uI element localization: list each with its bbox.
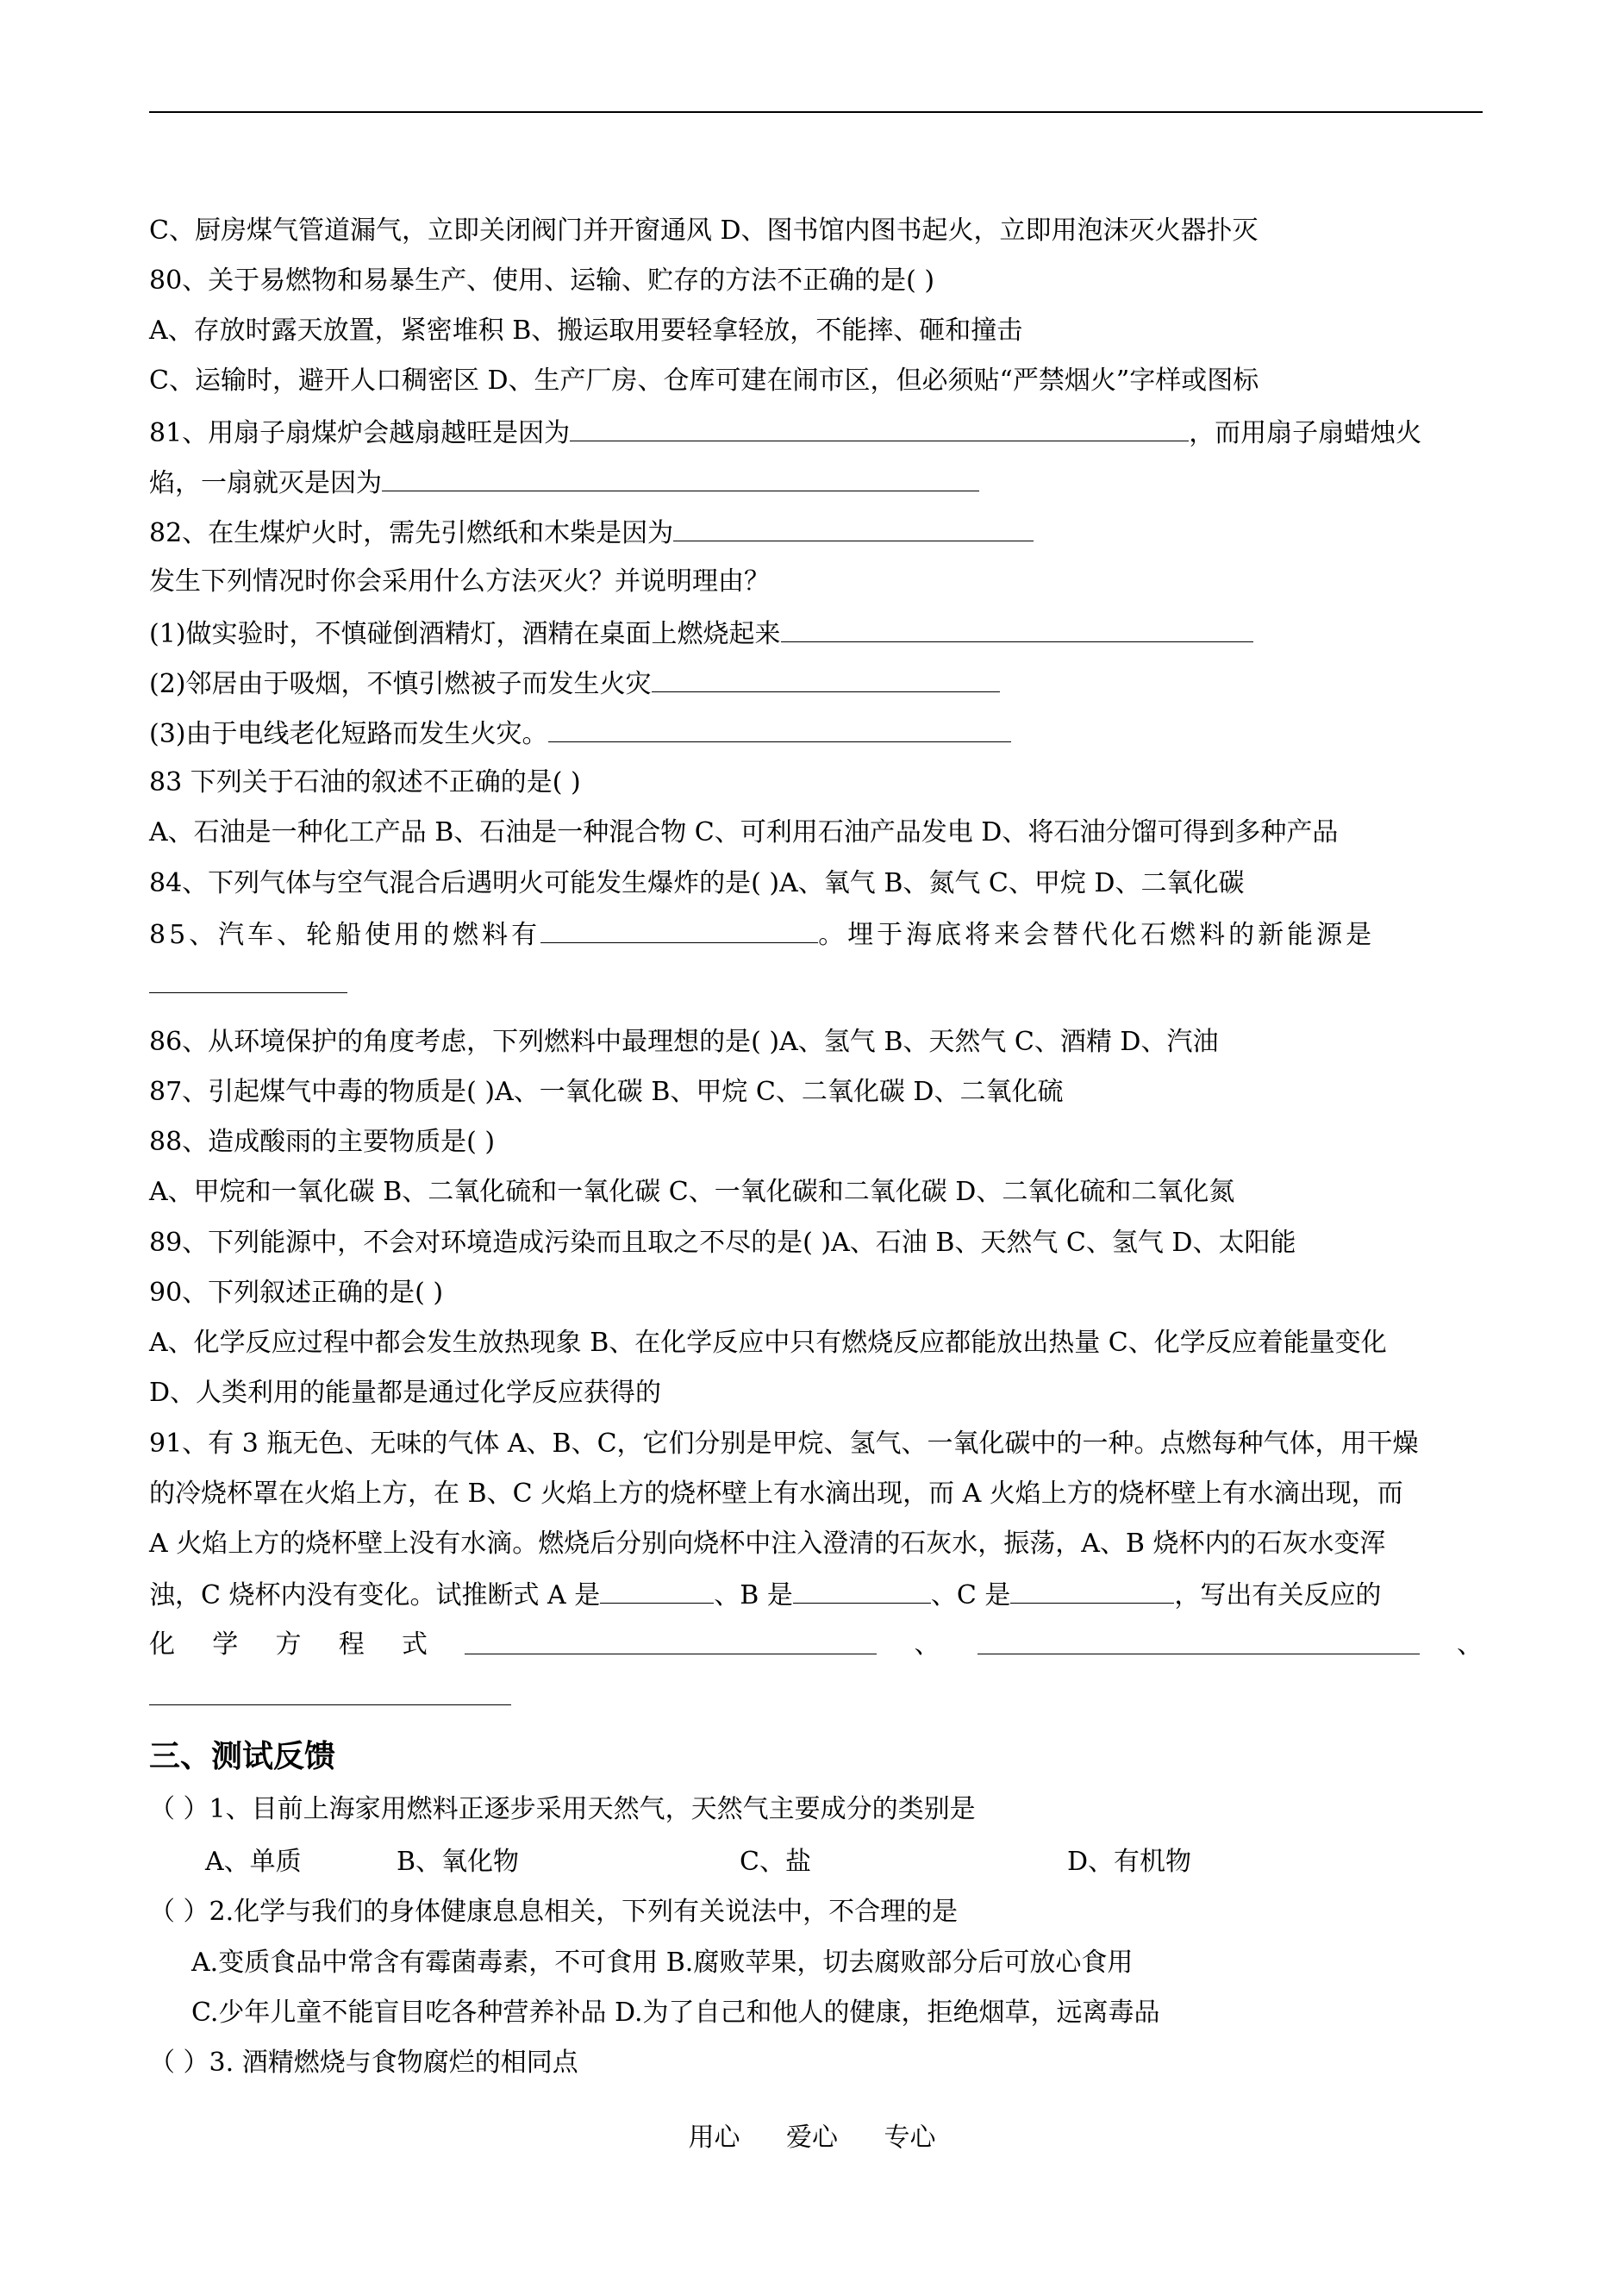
char: 学 (212, 1629, 239, 1660)
text-line (149, 1679, 1483, 1715)
footer-text: 专心 (884, 2123, 936, 2153)
page-footer (0, 2121, 1624, 2155)
answer-blank[interactable] (652, 666, 1000, 692)
question-81-text-b: ，而用扇子扇蜡烛火 (1189, 418, 1422, 448)
answer-blank[interactable] (149, 1679, 511, 1705)
separator: 、 (914, 1629, 940, 1660)
char: 化 (149, 1629, 175, 1660)
question-83: 83 下列关于石油的叙述不正确的是( ) (149, 767, 581, 797)
answer-blank[interactable] (781, 616, 1253, 642)
answer-blank[interactable] (382, 465, 979, 491)
option-b: B、氧化物 (397, 1847, 520, 1877)
text-line: A 火焰上方的烧杯壁上没有水滴。燃烧后分别向烧杯中注入澄清的石灰水，振荡，A、B 烧杯内的石灰水变浑 (149, 1529, 1386, 1559)
sub-question-2-text: (2)邻居由于吸烟，不慎引燃被子而发生火灾 (149, 669, 652, 699)
feedback-question-3: （ ）3. 酒精燃烧与食物腐烂的相同点 (149, 2048, 578, 2078)
answer-blank[interactable] (673, 515, 1034, 541)
text-line (149, 966, 1483, 1003)
question-82-text: 82、在生煤炉火时，需先引燃纸和木柴是因为 (149, 518, 674, 548)
question-88: 88、造成酸雨的主要物质是( ) (149, 1127, 496, 1157)
text-line: A、甲烷和一氧化碳 B、二氧化硫和一氧化碳 C、一氧化碳和二氧化碳 D、二氧化硫和二氧化氮 (149, 1177, 1235, 1207)
question-91: 91、有 3 瓶无色、无味的气体 A、B、C，它们分别是甲烷、氢气、一氧化碳中的一种。点燃每种气体，用干燥 (149, 1429, 1419, 1459)
answer-blank[interactable] (793, 1577, 931, 1604)
question-91-text-a: 浊，C 烧杯内没有变化。试推断式 A 是 (149, 1580, 601, 1610)
question-89: 89、下列能源中，不会对环境造成污染而且取之不尽的是( )A、石油 B、天然气 C、氢气 D、太阳能 (149, 1228, 1296, 1258)
question-91-text-b: 、B 是 (714, 1580, 793, 1610)
feedback-question-2: （ ）2.化学与我们的身体健康息息相关，下列有关说法中，不合理的是 (149, 1897, 959, 1927)
text-line: C、运输时，避开人口稠密区 D、生产厂房、仓库可建在闹市区，但必须贴“严禁烟火”字样或图标 (149, 366, 1259, 396)
char: 方 (275, 1629, 302, 1660)
text-line: C.少年儿童不能盲目吃各种营养补品 D.为了自己和他人的健康，拒绝烟草，远离毒品 (191, 1998, 1160, 2028)
question-85-text-b: 。埋于海底将来会替代化石燃料的新能源是 (818, 920, 1376, 950)
question-81-text: 81、用扇子扇煤炉会越扇越旺是因为 (149, 418, 571, 448)
option-c: C、盐 (740, 1847, 811, 1877)
char: 程 (338, 1629, 365, 1660)
feedback-question-1: （ ）1、目前上海家用燃料正逐步采用天然气，天然气主要成分的类别是 (149, 1794, 976, 1824)
question-84: 84、下列气体与空气混合后遇明火可能发生爆炸的是( )A、氧气 B、氮气 C、甲烷 D、二氧化碳 (149, 868, 1245, 898)
question-82 (149, 515, 1483, 551)
answer-blank[interactable] (465, 1628, 877, 1654)
option-d: D、有机物 (1067, 1847, 1192, 1877)
sub-question-3-text: (3)由于电线老化短路而发生火灾。 (149, 719, 548, 749)
text-line: C、厨房煤气管道漏气，立即关闭阀门并开窗通风 D、图书馆内图书起火，立即用泡沫灭火器扑灭 (149, 216, 1259, 246)
separator: 、 (1457, 1629, 1483, 1660)
question-85 (149, 916, 1483, 953)
option-a: A、单质 (205, 1847, 302, 1877)
sub-question-1 (149, 616, 1483, 652)
text-line: A.变质食品中常含有霉菌毒素，不可食用 B.腐败苹果，切去腐败部分后可放心食用 (191, 1948, 1134, 1978)
text-line (149, 1577, 1483, 1613)
answer-blank[interactable] (540, 916, 818, 943)
answer-blank[interactable] (600, 1577, 714, 1604)
text-line: A、存放时露天放置，紧密堆积 B、搬运取用要轻拿轻放，不能摔、砸和撞击 (149, 316, 1023, 346)
question-80: 80、关于易燃物和易暴生产、使用、运输、贮存的方法不正确的是( ) (149, 266, 935, 296)
answer-blank[interactable] (548, 716, 1011, 742)
text-line (149, 1628, 1483, 1662)
question-81-text-c: 焰，一扇就灭是因为 (149, 468, 382, 498)
section-title: 三、测试反馈 (149, 1738, 336, 1774)
sub-question-2 (149, 666, 1483, 702)
question-91-text-c: 、C 是 (930, 1580, 1011, 1610)
footer-text: 用心 (688, 2123, 740, 2153)
text-line: 的冷烧杯罩在火焰上方，在 B、C 火焰上方的烧杯壁上有水滴出现，而 A 火焰上方的烧杯壁上有水滴出现，而 (149, 1479, 1403, 1509)
question-90: 90、下列叙述正确的是( ) (149, 1278, 444, 1308)
question-87: 87、引起煤气中毒的物质是( )A、一氧化碳 B、甲烷 C、二氧化碳 D、二氧化硫 (149, 1077, 1064, 1107)
char: 式 (402, 1629, 428, 1660)
footer-text: 爱心 (786, 2123, 838, 2153)
question-81 (149, 415, 1483, 451)
question-85-text: 85、汽车、轮船使用的燃料有 (149, 920, 541, 950)
text-line: D、人类利用的能量都是通过化学反应获得的 (149, 1378, 662, 1408)
question-91-text-d: ，写出有关反应的 (1174, 1580, 1382, 1610)
text-line: 发生下列情况时你会采用什么方法灭火？并说明理由？ (149, 566, 770, 597)
answer-blank[interactable] (149, 966, 347, 993)
answer-blank[interactable] (978, 1628, 1420, 1654)
sub-question-3 (149, 716, 1483, 752)
text-line: A、石油是一种化工产品 B、石油是一种混合物 C、可利用石油产品发电 D、将石油分馏可得到多种产品 (149, 817, 1339, 847)
text-line: A、化学反应过程中都会发生放热现象 B、在化学反应中只有燃烧反应都能放出热量 C、化学反应着能量变化 (149, 1328, 1387, 1358)
sub-question-1-text: (1)做实验时，不慎碰倒酒精灯，酒精在桌面上燃烧起来 (149, 619, 781, 649)
header-rule (149, 111, 1483, 113)
question-86: 86、从环境保护的角度考虑，下列燃料中最理想的是( )A、氢气 B、天然气 C、酒精 D、汽油 (149, 1027, 1219, 1057)
answer-blank[interactable] (570, 415, 1189, 441)
text-line (149, 465, 1483, 501)
answer-blank[interactable] (1010, 1577, 1174, 1604)
